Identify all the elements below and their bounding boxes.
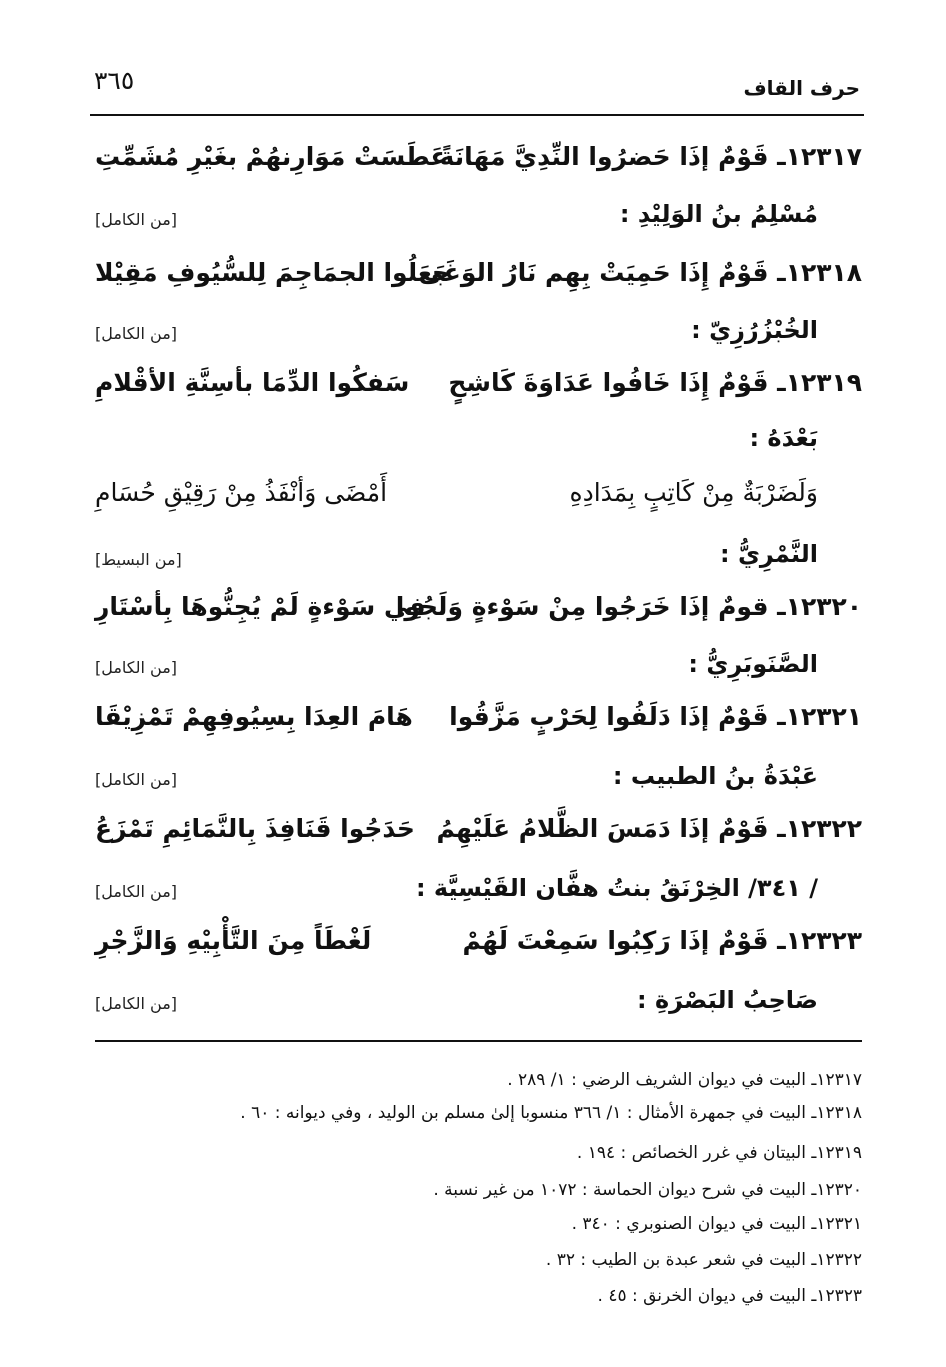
second-hemistich [95,478,480,507]
poet-line [95,874,862,910]
first-hemistich: ١٢٣١٨ـ قَوْمٌ إِذَا حَمِيَتْ بِهِم نَارُ الوَغَى [418,258,862,287]
verse-12319 [95,368,862,408]
poet-line [95,424,862,460]
page-number: ٣٦٥ [94,66,135,95]
verse-12323 [95,926,862,966]
meter-label: [من الكامل] [95,210,178,229]
second-hemistich-text: سَفكُوا الدِّمَا بأسِنَّةِ الأقْلامِ [95,368,410,397]
second-hemistich-text: أَمْضَى وَأنْفَذُ مِنْ رَقِيْقِ حُسَامِ [95,478,388,507]
poet-name: الصَّنَوبَرِيُّ : [688,650,818,678]
first-hemistich: ١٢٣٢٢ـ قَوْمٌ إذَا دَمَسَ الظَّلامُ عَلَيْهِمُ [436,814,862,843]
second-hemistich [95,258,480,287]
poet-line [95,200,862,236]
footnote-separator [95,1040,862,1042]
poet-name: / ٣٤١/ الخِرْنَقُ بنتُ هفَّان القَيْسِيَّة : [415,874,818,902]
meter-label: [من الكامل] [95,882,178,901]
meter-label: [من الكامل] [95,770,178,789]
poet-name: بَعْدَهُ : [749,424,818,452]
second-hemistich [95,142,480,171]
second-hemistich-text: هَامَ العِدَا بِسِيُوفِهِمْ تَمْزِيْقَا [95,702,413,731]
footnote-12320: ١٢٣٢٠ـ البيت في شرح ديوان الحماسة : ١٠٧٢ من غير نسبة . [433,1180,862,1200]
poet-name: النَّمْرِيُّ : [719,540,818,568]
meter-label: [من الكامل] [95,994,178,1013]
second-hemistich [95,814,480,843]
footnote-12319: ١٢٣١٩ـ البيتان في غرر الخصائص : ١٩٤ . [576,1143,862,1163]
first-hemistich: ١٢٣١٩ـ قَوْمٌ إِذَا خَافُوا عَدَاوَةَ كَاشِحٍ [448,368,862,397]
footnote-12323: ١٢٣٢٣ـ البيت في ديوان الخرنق : ٤٥ . [597,1286,862,1306]
verse-12321 [95,702,862,742]
poet-name: عَبْدَةُ بنُ الطبيب : [612,762,818,790]
poet-name: مُسْلِمُ بنُ الوَلِيْدِ : [619,200,818,228]
second-hemistich [95,368,480,397]
second-hemistich [95,926,480,955]
verse-12318 [95,258,862,298]
first-hemistich: ١٢٣٢٣ـ قَوْمٌ إذَا رَكِبُوا سَمِعْتَ لَهُمْ [462,926,862,955]
poet-line [95,762,862,798]
first-hemistich: ١٢٣٢١ـ قَوْمٌ إذَا دَلَفُوا لِحَرْبٍ مَزَّقُوا [449,702,862,731]
verse-12317 [95,142,862,182]
poet-name: صَاحِبُ البَصْرَةِ : [637,986,818,1014]
second-hemistich-text: جَعَلُوا الجمَاجِمَ لِلسُّيُوفِ مَقِيْلا [95,258,451,287]
second-hemistich [95,702,480,731]
second-hemistich-text: لَغْطَاً مِنَ التَّأْبِيْهِ وَالزَّجْرِ [95,926,372,955]
meter-label: [من الكامل] [95,658,178,677]
poet-line [95,316,862,352]
meter-label: [من البسيط] [95,550,182,569]
poet-line [95,986,862,1022]
second-hemistich-text: عَطَسَتْ مَوَارِنهُمْ بغَيْرِ مُشَمِّتِ [95,142,448,171]
first-hemistich: وَلَضَرْبَةٌ مِنْ كَاتِبٍ بِمَدَادِهِ [569,478,818,507]
poet-line [95,650,862,686]
chapter-title: حرف القاف [743,76,860,100]
second-hemistich-text: فِي سَوْءةٍ لَمْ يُجِنُّوهَا بِأسْتَارِ [95,592,426,621]
verse-12322 [95,814,862,854]
poet-line [95,540,862,576]
meter-label: [من الكامل] [95,324,178,343]
second-hemistich [95,592,480,621]
verse-12320 [95,592,862,632]
footnote-12317: ١٢٣١٧ـ البيت في ديوان الشريف الرضي : ١/ ٢٨٩ . [507,1070,862,1090]
footnote-12318: ١٢٣١٨ـ البيت في جمهرة الأمثال : ١/ ٣٦٦ منسوبا إلىٰ مسلم بن الوليد ، وفي ديوانه : ٦٠ . [240,1103,862,1123]
page-header [90,58,864,116]
second-hemistich-text: حَدَجُوا قَنَافِذَ بِالنَّمَائِمِ تَمْزَعُ [95,814,415,843]
first-hemistich: ١٢٣٢٠ـ قومٌ إذَا خَرَجُوا مِنْ سَوْءةٍ وَلَجُوا [395,592,862,621]
verse-12319-second [95,478,862,518]
poet-name: الخُبْزُرُزِيّ : [691,316,818,344]
footnote-12321: ١٢٣٢١ـ البيت في ديوان الصنوبري : ٣٤٠ . [571,1214,862,1234]
footnote-12322: ١٢٣٢٢ـ البيت في شعر عبدة بن الطيب : ٣٢ . [545,1250,862,1270]
first-hemistich: ١٢٣١٧ـ قَوْمٌ إذَا حَضرُوا النِّدِيَّ مَهَانَةً [439,142,862,171]
